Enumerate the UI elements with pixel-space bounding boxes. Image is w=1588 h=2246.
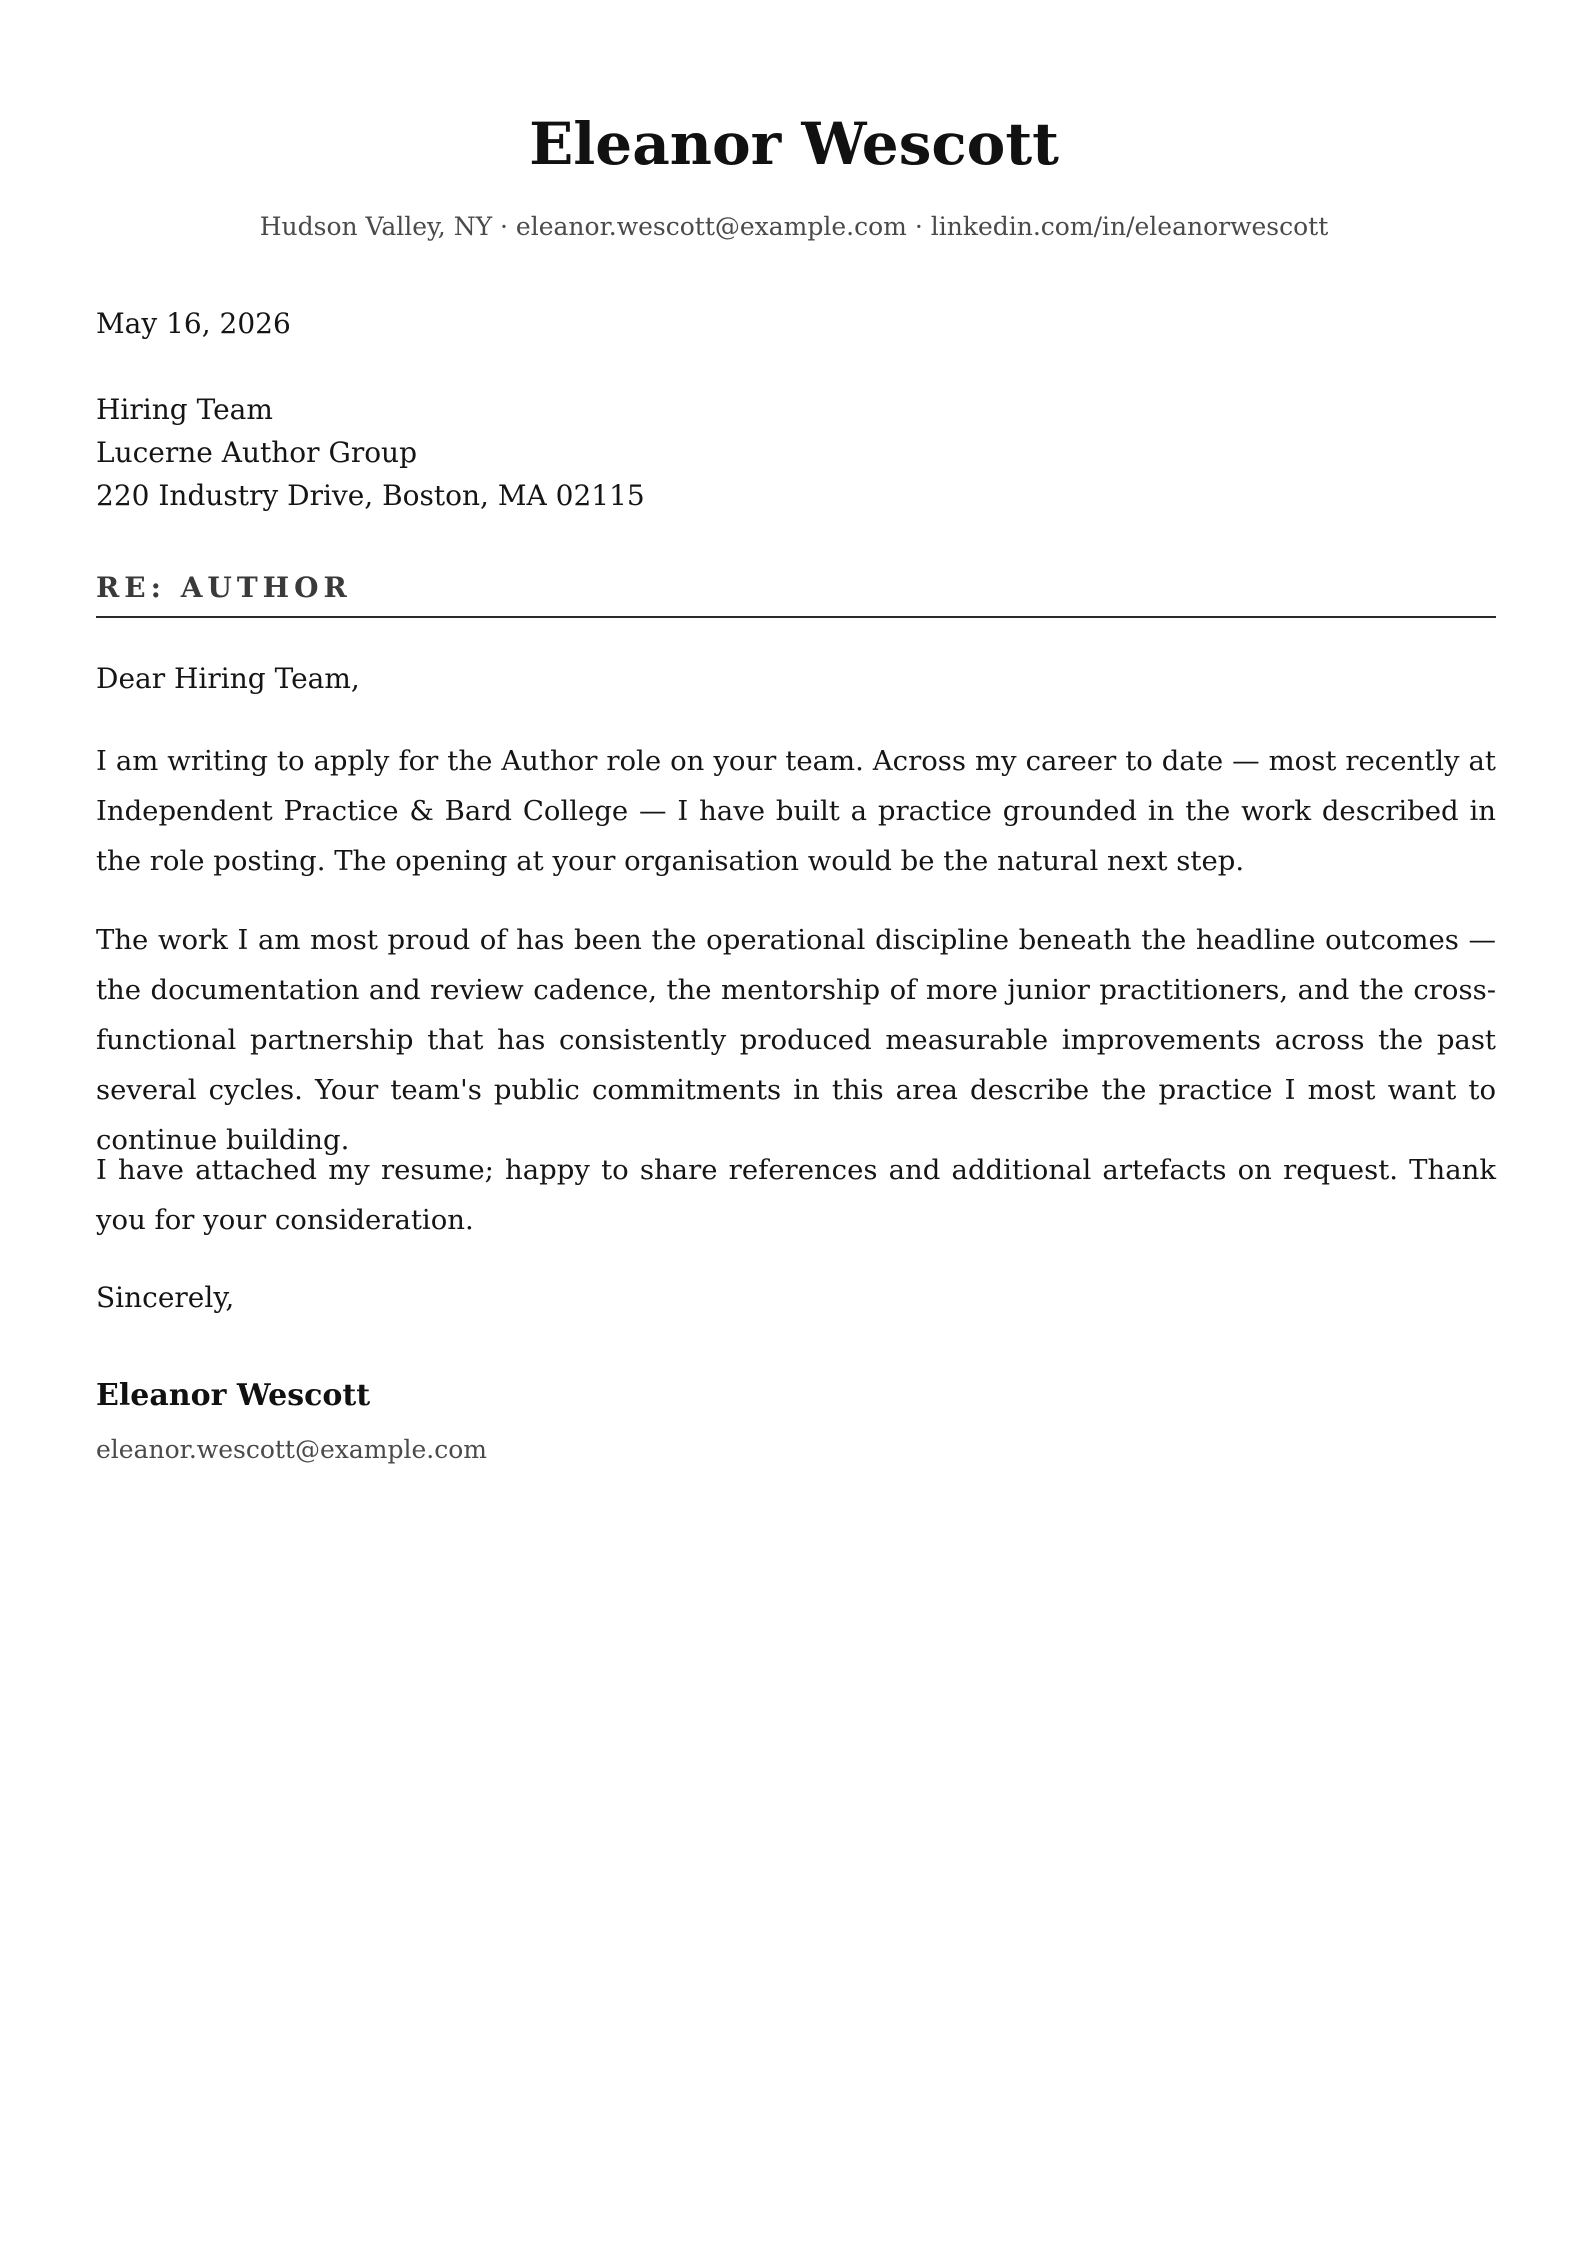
body-paragraph: The work I am most proud of has been the operational discipline beneath the headline outcomes — the documentation and review cadence, the mentorship of more junior practitioners, and the cross-functional partnership that has consistently produced measurable improvements across the past several cycles. Your team's public commitments in this area describe the practice I most want to continue building.	[96, 924, 1496, 1156]
recipient-line: Hiring Team	[96, 393, 273, 426]
subject-heading: RE: AUTHOR	[96, 571, 352, 604]
subject-divider	[96, 616, 1496, 618]
body-paragraph: I have attached my resume; happy to share references and additional artefacts on request. Thank you for your consideration.	[96, 1154, 1496, 1236]
recipient-line: Lucerne Author Group	[96, 436, 418, 469]
contact-line: Hudson Valley, NY · eleanor.wescott@example.com · linkedin.com/in/eleanorwescott	[259, 212, 1329, 241]
closing: Sincerely,	[96, 1281, 235, 1314]
salutation: Dear Hiring Team,	[96, 662, 360, 695]
recipient-line: 220 Industry Drive, Boston, MA 02115	[96, 479, 645, 512]
signature-name: Eleanor Wescott	[96, 1378, 371, 1413]
body-paragraph: I am writing to apply for the Author role on your team. Across my career to date — most recently at Independent Practice & Bard College — I have built a practice grounded in the work described in the role posting. The opening at your organisation would be the natural next step.	[96, 745, 1496, 877]
letter-date: May 16, 2026	[96, 307, 291, 340]
recipient-address-block	[96, 388, 645, 517]
signature-email: eleanor.wescott@example.com	[96, 1435, 487, 1464]
applicant-name-heading: Eleanor Wescott	[529, 110, 1059, 178]
